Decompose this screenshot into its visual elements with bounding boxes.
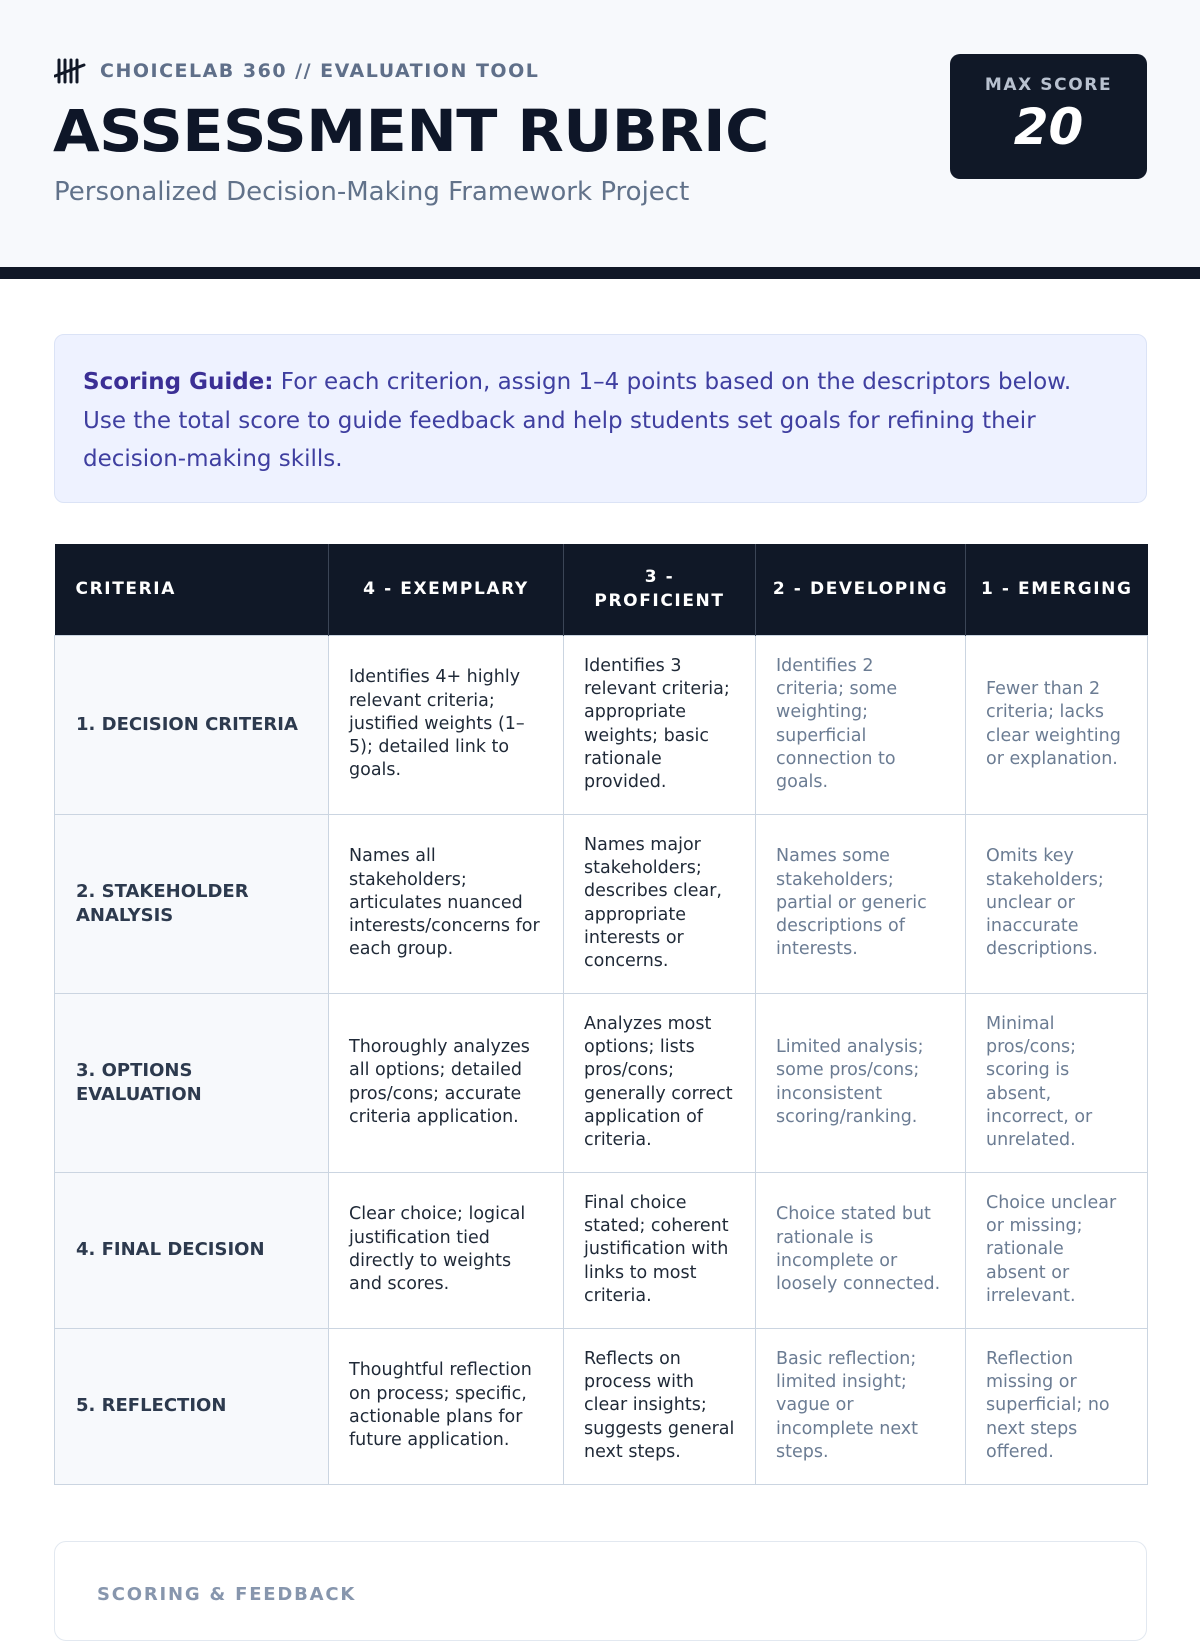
exemplary-cell: Clear choice; logical justification tied directly to weights and scores. (329, 1172, 564, 1328)
scoring-feedback-title: SCORING & FEEDBACK (97, 1584, 357, 1605)
proficient-cell: Reflects on process with clear insights; suggests general next steps. (564, 1328, 756, 1484)
rubric-header-row (55, 544, 1148, 635)
eyebrow (54, 57, 539, 85)
exemplary-cell: Names all stakeholders; articulates nuanced interests/concerns for each group. (329, 814, 564, 993)
page-subtitle: Personalized Decision-Making Framework Project (54, 177, 690, 207)
exemplary-cell: Thoughtful reflection on process; specific, actionable plans for future application. (329, 1328, 564, 1484)
developing-cell: Identifies 2 criteria; some weighting; superficial connection to goals. (756, 635, 966, 814)
table-row (55, 814, 1148, 993)
developing-cell: Limited analysis; some pros/cons; inconsistent scoring/ranking. (756, 993, 966, 1172)
page-title: ASSESSMENT RUBRIC (53, 97, 769, 165)
proficient-cell: Analyzes most options; lists pros/cons; generally correct application of criteria. (564, 993, 756, 1172)
proficient-cell: Identifies 3 relevant criteria; appropriate weights; basic rationale provided. (564, 635, 756, 814)
header-developing: 2 - DEVELOPING (756, 544, 966, 635)
table-row (55, 993, 1148, 1172)
emerging-cell: Choice unclear or missing; rationale absent or irrelevant. (966, 1172, 1148, 1328)
scoring-feedback-panel (54, 1541, 1147, 1641)
max-score-value: 20 (1013, 98, 1084, 156)
scoring-guide-text: For each criterion, assign 1–4 points based on the descriptors below. Use the total score to guide feedback and help students set goals for refining their decision-making skills. (83, 369, 1072, 472)
header-criteria: CRITERIA (55, 544, 329, 635)
developing-cell: Choice stated but rationale is incomplete or loosely connected. (756, 1172, 966, 1328)
table-row (55, 1172, 1148, 1328)
proficient-cell: Final choice stated; coherent justification with links to most criteria. (564, 1172, 756, 1328)
tally-marks-icon (54, 57, 86, 85)
scoring-guide (54, 334, 1147, 503)
criterion-cell: 5. REFLECTION (55, 1328, 329, 1484)
page-header (0, 0, 1200, 279)
emerging-cell: Minimal pros/cons; scoring is absent, incorrect, or unrelated. (966, 993, 1148, 1172)
emerging-cell: Reflection missing or superficial; no next steps offered. (966, 1328, 1148, 1484)
emerging-cell: Omits key stakeholders; unclear or inaccurate descriptions. (966, 814, 1148, 993)
criterion-cell: 3. OPTIONS EVALUATION (55, 993, 329, 1172)
header-proficient: 3 - PROFICIENT (564, 544, 756, 635)
rubric-table (54, 544, 1148, 1485)
table-row (55, 635, 1148, 814)
scoring-guide-label: Scoring Guide: (83, 369, 274, 395)
emerging-cell: Fewer than 2 criteria; lacks clear weighting or explanation. (966, 635, 1148, 814)
criterion-cell: 4. FINAL DECISION (55, 1172, 329, 1328)
table-row (55, 1328, 1148, 1484)
max-score-label: MAX SCORE (984, 75, 1113, 95)
exemplary-cell: Thoroughly analyzes all options; detailed pros/cons; accurate criteria application. (329, 993, 564, 1172)
exemplary-cell: Identifies 4+ highly relevant criteria; justified weights (1–5); detailed link to goals. (329, 635, 564, 814)
developing-cell: Basic reflection; limited insight; vague or incomplete next steps. (756, 1328, 966, 1484)
proficient-cell: Names major stakeholders; describes clear, appropriate interests or concerns. (564, 814, 756, 993)
developing-cell: Names some stakeholders; partial or generic descriptions of interests. (756, 814, 966, 993)
eyebrow-text: CHOICELAB 360 // EVALUATION TOOL (100, 60, 540, 82)
header-exemplary: 4 - EXEMPLARY (329, 544, 564, 635)
max-score-badge (950, 54, 1147, 179)
criterion-cell: 1. DECISION CRITERIA (55, 635, 329, 814)
header-emerging: 1 - EMERGING (966, 544, 1148, 635)
criterion-cell: 2. STAKEHOLDER ANALYSIS (55, 814, 329, 993)
